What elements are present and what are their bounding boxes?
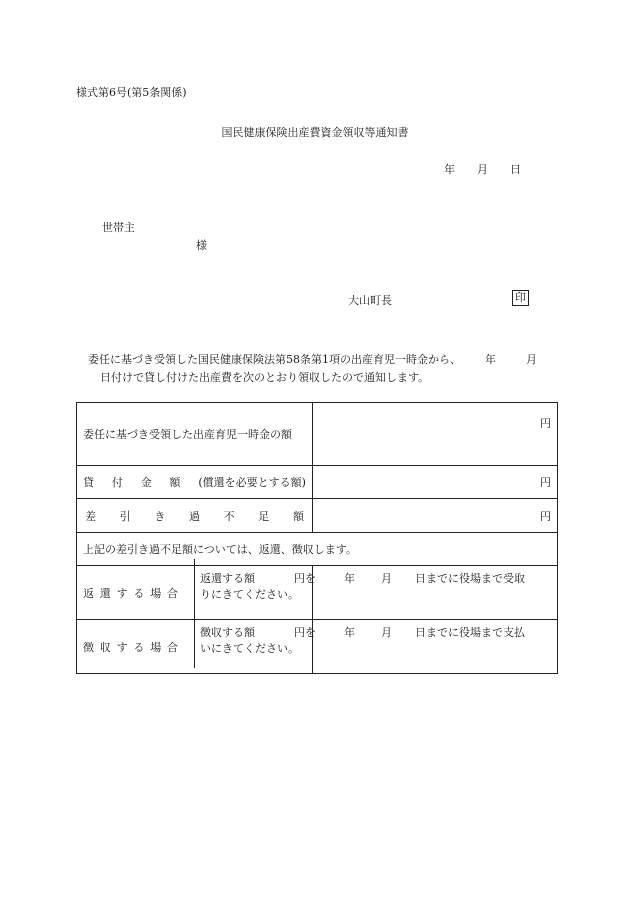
mayor-title: 大山町長 [348, 294, 392, 307]
sub-column-divider [194, 559, 195, 668]
refund-instructions: 返還する額 円を 年 月 日までに役場まで受取 りにきてください。 [200, 572, 525, 601]
difference-label: 差 引 き 過 不 足 額 [77, 499, 313, 533]
table-row [77, 499, 558, 533]
difference-amount: 円 [313, 499, 558, 533]
loan-amount-label: 貸 付 金 額 (償還を必要とする額) [77, 466, 313, 499]
loan-amount: 円 [313, 466, 558, 499]
refund-label: 返 還 す る 場 合 [77, 566, 313, 620]
lump-sum-label: 委任に基づき受領した出産育児一時金の額 [77, 403, 313, 466]
notice-line-1: 委任に基づき受領した国民健康保険法第58条第1項の出産育児一時金から、 年 月 [88, 353, 537, 366]
form-number: 様式第6号(第5条関係) [76, 86, 187, 99]
table-row [77, 533, 558, 566]
notice-body [88, 351, 537, 387]
table-row [77, 466, 558, 499]
document-title: 国民健康保険出産費資金領収等通知書 [221, 126, 409, 139]
table-row [77, 403, 558, 466]
notice-line-2: 日付けで貸し付けた出産費を次のとおり領収したので通知します。 [100, 371, 430, 384]
collect-instructions: 徴収する額 円を 年 月 日までに役場まで支払 いにきてください。 [200, 626, 525, 655]
household-head-label: 世帯主 [102, 221, 135, 234]
settlement-note: 上記の差引き過不足額については、返還、徴収します。 [77, 533, 558, 566]
issue-date [444, 161, 521, 177]
collect-label: 徴 収 す る 場 合 [77, 620, 313, 674]
date-year: 年 [444, 163, 455, 176]
lump-sum-amount: 円 [313, 403, 558, 466]
date-day: 日 [510, 163, 521, 176]
date-month: 月 [477, 163, 488, 176]
seal-mark: 印 [512, 290, 529, 306]
honorific: 様 [196, 239, 207, 252]
